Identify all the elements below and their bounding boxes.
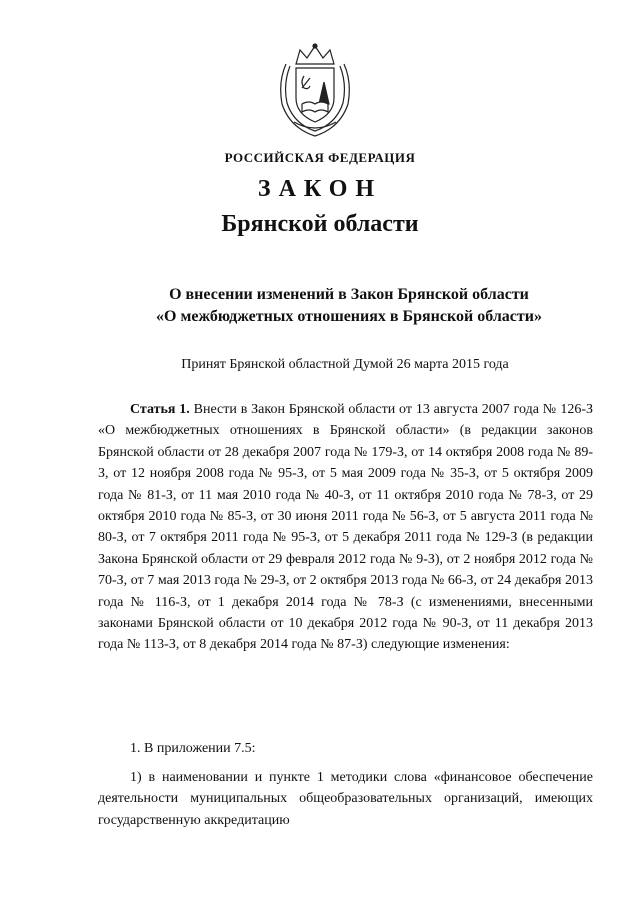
article-1-text: Внести в Закон Брянской области от 13 августа 2007 года № 126-З «О межбюджетных отношениях в Брянской области» (в редакции законов Брянской области от 28 декабря 2007 года № 179-З, от 14 октября 2008 года № 89-З, от 12 ноября 2008 года № 95-З, от 5 мая 2009 года № 35-З, от 5 октября 2009 года № 81-З, от 11 мая 2010 года № 40-З, от 11 октября 2010 года № 78-З, от 29 октября 2010 года № 85-З, от 30 июня 2011 года № 56-З, от 5 августа 2011 года № 80-З, от 7 октября 2011 года № 95-З, от 5 декабря 2011 года № 129-З (в редакции Закона Брянской области от 29 февраля 2012 года № 9-З), от 2 ноября 2012 года № 70-З, от 7 мая 2013 года № 29-З, от 2 октября 2013 года № 66-З, от 24 декабря 2013 года № 116-З, от 1 декабря 2014 года № 78-З (с изменениями, внесенными законами Брянской области от 10 декабря 2012 года № 90-З, от 11 декабря 2013 года № 113-З, от 8 декабря 2014 года № 87-З) следующие изменения: xyxy=(98,402,594,653)
item-1: 1. В приложении 7.5: xyxy=(130,741,256,756)
law-title-line-2: «О межбюджетных отношениях в Брянской области» xyxy=(156,308,542,325)
adoption-note: Принят Брянской областной Думой 26 марта 2015 года xyxy=(181,357,509,372)
article-1-label: Статья 1. xyxy=(130,402,190,417)
item-1-subitem-1: 1) в наименовании и пункте 1 методики слова «финансовое обеспечение деятельности муниципальных общеобразовательных организаций, имеющих государственную аккредитацию xyxy=(98,770,593,828)
article-1-paragraph xyxy=(98,399,593,656)
coat-of-arms-emblem xyxy=(272,42,358,140)
country-heading: РОССИЙСКАЯ ФЕДЕРАЦИЯ xyxy=(224,150,416,165)
document-type-heading: ЗАКОН xyxy=(257,176,383,202)
region-heading: Брянской области xyxy=(221,211,419,237)
law-title-line-1: О внесении изменений в Закон Брянской области xyxy=(169,286,529,303)
